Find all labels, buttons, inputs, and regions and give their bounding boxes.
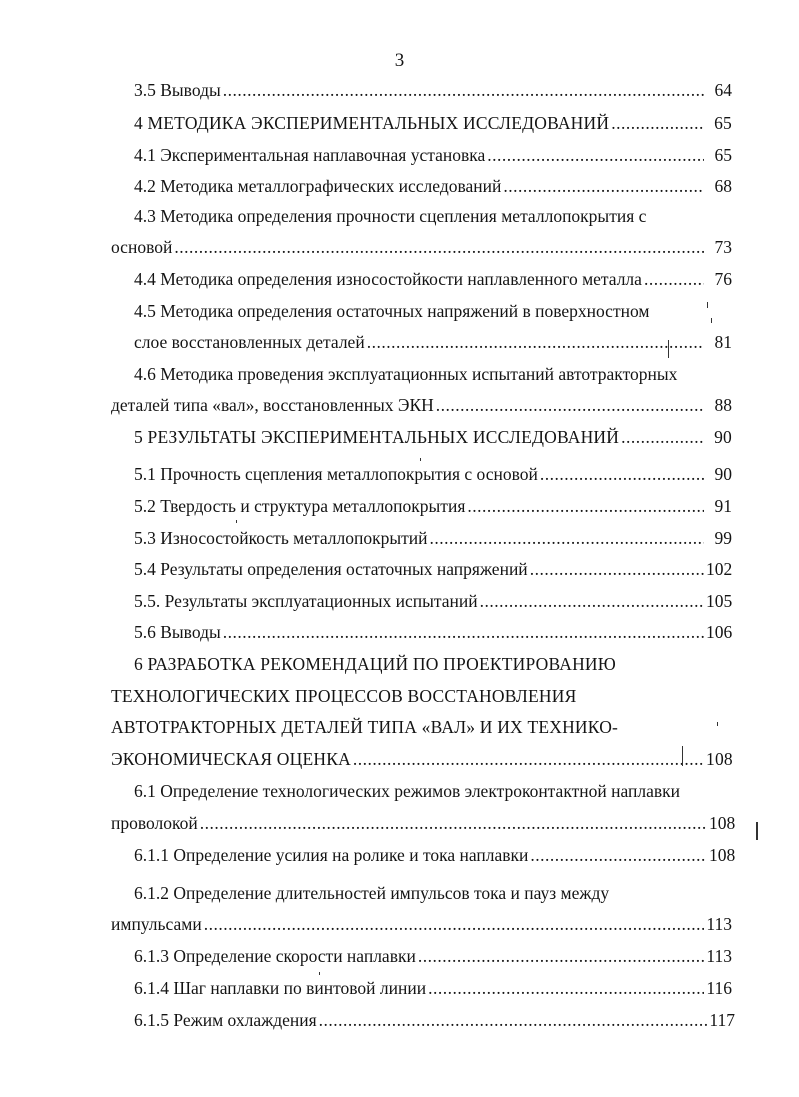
toc-entry-5-3[interactable]	[134, 527, 732, 549]
toc-page-number: 108	[709, 845, 736, 865]
toc-entry-text: 4.1 Экспериментальная наплавочная установка	[134, 145, 486, 165]
toc-page-number: 113	[706, 914, 732, 934]
toc-entry-text: деталей типа «вал», восстановленных ЭКН	[111, 395, 434, 415]
dot-leader	[223, 79, 704, 101]
dot-leader	[319, 1009, 707, 1031]
toc-entry-text: 4.2 Методика металлографических исследований	[134, 176, 502, 196]
scan-artifact-mark	[682, 746, 683, 766]
dot-leader	[200, 812, 707, 834]
toc-entry-4-6[interactable]	[111, 394, 732, 416]
toc-page-number: 99	[714, 528, 732, 548]
toc-entry-text: 5.6 Выводы	[134, 622, 221, 642]
dot-leader	[223, 621, 704, 643]
dot-leader	[418, 945, 704, 967]
toc-entry-6-1-1[interactable]	[134, 844, 735, 866]
toc-entry-text: 5.3 Износостойкость металлопокрытий	[134, 528, 428, 548]
scan-artifact-mark	[707, 302, 708, 308]
toc-entry-text: 4.4 Методика определения износостойкости наплавленного металла	[134, 269, 642, 289]
toc-entry-5-5[interactable]	[134, 590, 732, 612]
toc-entry-6-1-3[interactable]	[134, 945, 732, 967]
toc-entry-4-1[interactable]	[134, 144, 732, 166]
toc-page-number: 105	[706, 591, 733, 611]
toc-entry-text: 4 МЕТОДИКА ЭКСПЕРИМЕНТАЛЬНЫХ ИССЛЕДОВАНИЙ	[134, 113, 610, 133]
toc-entry-text: 5.1 Прочность сцепления металлопокрытия с основой	[134, 464, 538, 484]
dot-leader	[487, 144, 704, 166]
scan-artifact-mark	[319, 972, 320, 975]
dot-leader	[428, 977, 704, 999]
toc-entry-4-4[interactable]	[134, 268, 732, 290]
dot-leader	[430, 527, 704, 549]
toc-entry-3-5[interactable]	[134, 79, 732, 101]
toc-entry-text: 6.1.4 Шаг наплавки по винтовой линии	[134, 978, 427, 998]
toc-entry-4-3[interactable]	[111, 236, 732, 258]
toc-entry-text: основой	[111, 237, 173, 257]
toc-entry-4[interactable]	[134, 112, 732, 134]
toc-page-number: 102	[706, 559, 733, 579]
dot-leader	[503, 175, 704, 197]
toc-page-number: 116	[706, 978, 732, 998]
dot-leader	[530, 844, 707, 866]
toc-entry-4-5[interactable]	[134, 331, 732, 353]
toc-entry-4-5-line1[interactable]: 4.5 Методика определения остаточных напряжений в поверхностном	[134, 301, 650, 321]
toc-page-number: 117	[709, 1010, 735, 1030]
dot-leader	[611, 112, 704, 134]
toc-page-number: 76	[714, 269, 732, 289]
dot-leader	[174, 236, 704, 258]
toc-entry-4-2[interactable]	[134, 175, 732, 197]
toc-entry-6-line1[interactable]: 6 РАЗРАБОТКА РЕКОМЕНДАЦИЙ ПО ПРОЕКТИРОВАНИЮ	[134, 654, 616, 674]
toc-entry-5-1[interactable]	[134, 463, 732, 485]
scan-artifact-mark	[717, 722, 718, 726]
toc-entry-6-line3[interactable]: АВТОТРАКТОРНЫХ ДЕТАЛЕЙ ТИПА «ВАЛ» И ИХ ТЕХНИКО-	[111, 717, 619, 737]
toc-entry-4-6-line1[interactable]: 4.6 Методика проведения эксплуатационных испытаний автотракторных	[134, 364, 678, 384]
toc-entry-text: 5.5. Результаты эксплуатационных испытаний	[134, 591, 478, 611]
toc-entry-text: импульсами	[111, 914, 202, 934]
dot-leader	[530, 558, 704, 580]
scan-artifact-mark	[756, 822, 758, 840]
toc-entry-6-1[interactable]	[111, 812, 735, 834]
toc-entry-text: 6.1.5 Режим охлаждения	[134, 1010, 317, 1030]
toc-entry-text: слое восстановленных деталей	[134, 332, 365, 352]
scan-artifact-mark	[711, 318, 712, 323]
toc-entry-6-1-2-line1[interactable]: 6.1.2 Определение длительностей импульсов тока и пауз между	[134, 883, 610, 903]
toc-page-number: 90	[714, 464, 732, 484]
toc-page-number: 90	[714, 427, 732, 447]
toc-page-number: 113	[706, 946, 732, 966]
toc-entry-6-line2[interactable]: ТЕХНОЛОГИЧЕСКИХ ПРОЦЕССОВ ВОССТАНОВЛЕНИЯ	[111, 686, 577, 706]
dot-leader	[204, 913, 704, 935]
toc-entry-5-6[interactable]	[134, 621, 732, 643]
toc-entry-text: 6.1.3 Определение скорости наплавки	[134, 946, 416, 966]
toc-page-number: 65	[714, 113, 732, 133]
dot-leader	[540, 463, 704, 485]
dot-leader	[621, 426, 704, 448]
toc-page-number: 81	[714, 332, 732, 352]
toc-entry-4-3-line1[interactable]: 4.3 Методика определения прочности сцепления металлопокрытия с	[134, 206, 647, 226]
dot-leader	[436, 394, 704, 416]
toc-page-number: 108	[709, 813, 736, 833]
toc-entry-6-1-line1[interactable]: 6.1 Определение технологических режимов электроконтактной наплавки	[134, 781, 680, 801]
toc-entry-text: ЭКОНОМИЧЕСКАЯ ОЦЕНКА	[111, 749, 351, 769]
toc-page-number: 65	[714, 145, 732, 165]
dot-leader	[480, 590, 704, 612]
dot-leader	[644, 268, 704, 290]
toc-page-number: 88	[714, 395, 732, 415]
dot-leader	[367, 331, 704, 353]
toc-page-number: 108	[706, 749, 733, 769]
toc-entry-6[interactable]	[111, 748, 732, 770]
toc-entry-text: 5.2 Твердость и структура металлопокрытия	[134, 496, 466, 516]
toc-entry-6-1-2[interactable]	[111, 913, 732, 935]
toc-entry-6-1-5[interactable]	[134, 1009, 735, 1031]
toc-page-number: 68	[714, 176, 732, 196]
dot-leader	[353, 748, 704, 770]
scan-artifact-mark	[420, 458, 421, 461]
dot-leader	[467, 495, 704, 517]
toc-entry-5-4[interactable]	[134, 558, 732, 580]
toc-entry-6-1-4[interactable]	[134, 977, 732, 999]
toc-entry-5[interactable]	[134, 426, 732, 448]
toc-entry-text: 5 РЕЗУЛЬТАТЫ ЭКСПЕРИМЕНТАЛЬНЫХ ИССЛЕДОВАНИЙ	[134, 427, 620, 447]
toc-entry-text: 3.5 Выводы	[134, 80, 221, 100]
scan-artifact-mark	[668, 340, 669, 358]
page-number: 3	[394, 50, 405, 71]
toc-page-number: 91	[714, 496, 732, 516]
toc-entry-text: проволокой	[111, 813, 198, 833]
toc-page-number: 106	[706, 622, 733, 642]
scan-artifact-mark	[236, 520, 237, 523]
toc-entry-text: 6.1.1 Определение усилия на ролике и тока наплавки	[134, 845, 529, 865]
toc-entry-text: 5.4 Результаты определения остаточных напряжений	[134, 559, 528, 579]
toc-page-number: 64	[714, 80, 732, 100]
toc-entry-5-2[interactable]	[134, 495, 732, 517]
toc-page-number: 73	[714, 237, 732, 257]
